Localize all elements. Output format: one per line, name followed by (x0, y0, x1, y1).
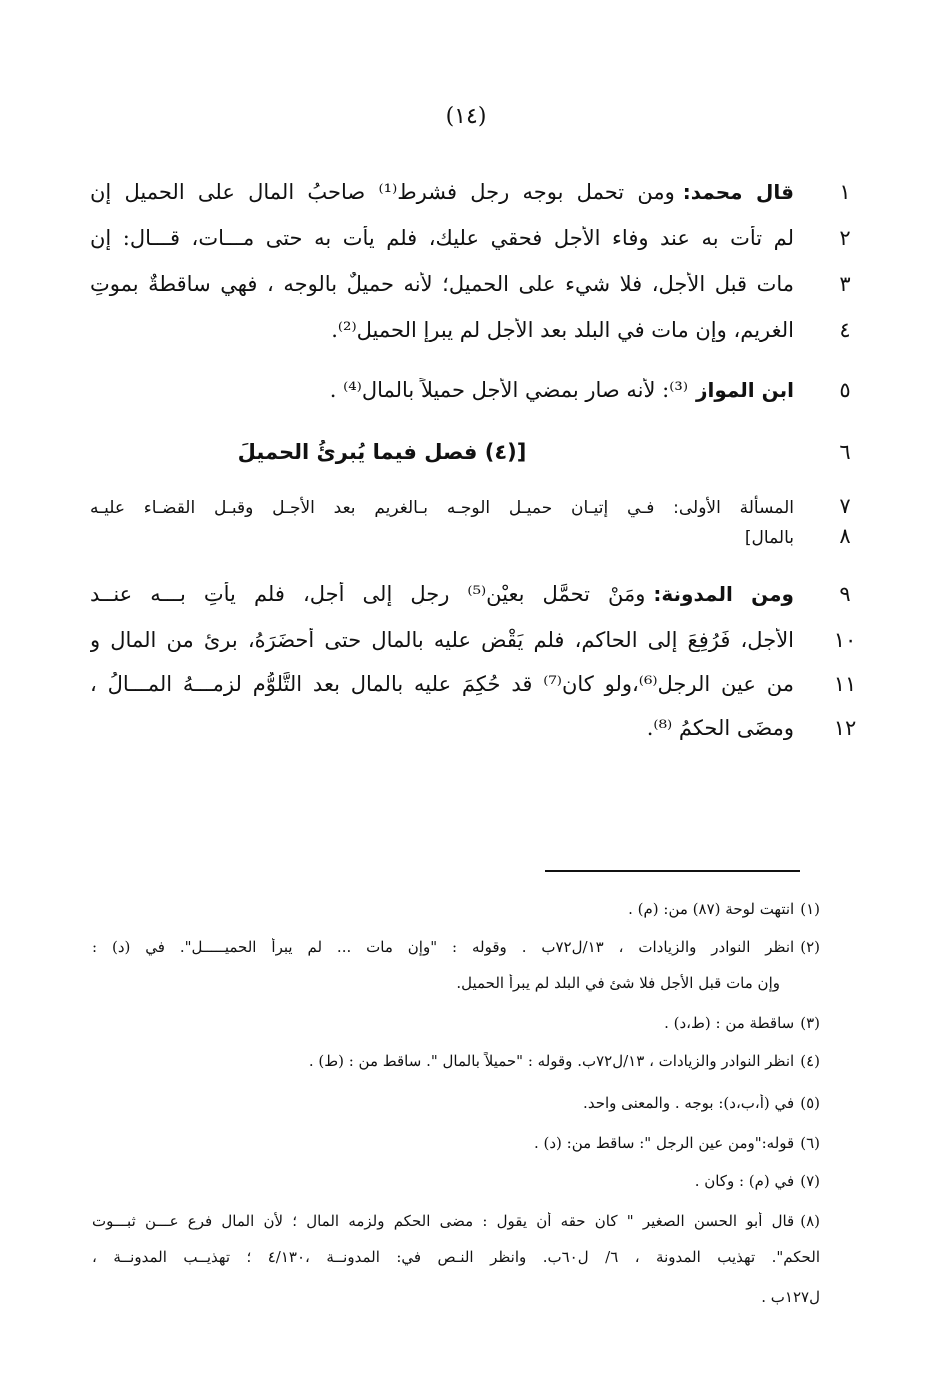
line-content: الغريمِ، وإن مات في البلد بعد الأجل لم يبرإ الحميل⁽²⁾. (331, 318, 794, 342)
text-line-2 (0, 226, 932, 266)
footnote-8: (٨)قال أبو الحسن الصغير " كان حقه أن يقول : مضى الحكم ولزمه المال ؛ لأن المال فرع عـــن ثبـــوت (92, 1212, 820, 1230)
line-content: الأجلِ، فَرُفِعَ إلى الحاكمِ، فلم يَقْضِ عليه بالمالِ حتى أحضَرَهُ، برئ من المال و (90, 628, 794, 652)
text-line-6 (0, 440, 932, 480)
issue-heading-end: بالمال] (744, 528, 794, 548)
line-content: ⁽³⁾: لأنه صار بمضي الأجل حميلاً بالمال⁽⁴⁾ . (329, 378, 688, 402)
line-content: ومضَى الحكمُ ⁽⁸⁾. (646, 716, 794, 740)
line-number: ٩ (839, 582, 851, 606)
text-line-12 (0, 716, 932, 756)
footnote-6: (٦)قوله:"ومن عين الرجل ": ساقط من: (د) . (533, 1134, 820, 1152)
line-number: ٤ (839, 318, 851, 342)
section-heading: [(٤) فصل فيما يُبرئُ الحميلَ (237, 440, 527, 464)
page-number: (١٤) (445, 104, 487, 129)
footnote-8-continued: الحكم". تهذيب المدونة ، ٦/ ل٦٠ب. وانظر النـص في: المدونــة ،٤/١٣٠ ؛ تهذيــب المدونــة ، (92, 1248, 820, 1266)
line-text (90, 582, 794, 606)
speaker-label: قال محمد: (682, 180, 794, 204)
line-number: ١ (839, 180, 851, 204)
text-line-3 (0, 272, 932, 312)
text-line-10 (0, 628, 932, 668)
line-number: ٨ (839, 524, 851, 548)
line-number: ٥ (839, 378, 851, 402)
footnote-1: (١)انتهت لوحة (٨٧) من: (م) . (628, 900, 820, 918)
text-line-11 (0, 672, 932, 712)
footnote-8-end: ل١٢٧ب . (761, 1288, 820, 1306)
line-content: من عين الرجل⁽⁶⁾،ولو كان⁽⁷⁾ قد حُكِمَ عليه بالمالِ بعد التَّلوُّمِ لزمـــهُ المـــالُ ، (90, 672, 794, 696)
line-number: ٧ (839, 494, 851, 518)
source-label: ومن المدونة: (653, 582, 794, 606)
text-line-9 (0, 582, 932, 622)
line-number: ٣ (839, 272, 851, 296)
line-number: ١٠ (833, 628, 857, 652)
text-line-4 (0, 318, 932, 358)
text-line-8 (0, 524, 932, 564)
footnote-2: (٢)انظر النوادر والزيادات ، ١٣/ل٧٢ب . وقوله : "وإن مات ... لم يبرأ الحميـــــل". في (د) : (92, 938, 820, 956)
footnote-7: (٧)في (م) : وكان . (694, 1172, 820, 1190)
footnote-2-continued: وإن مات قبل الأجل فلا شئ في البلد لم يبرأ الحميل. (456, 974, 780, 992)
footnote-separator (545, 870, 800, 872)
footnote-5: (٥)في (أ،ب،د): بوجه . والمعنى واحد. (583, 1094, 820, 1112)
text-line-1 (0, 180, 932, 220)
line-text (90, 378, 794, 402)
line-number: ١٢ (833, 716, 857, 740)
line-number: ٢ (839, 226, 851, 250)
text-line-5 (0, 378, 932, 418)
line-content: مات قبل الأجل، فلا شيء على الحميل؛ لأنه حميلٌ بالوجه ، فهي ساقطةٌ بموتِ (90, 272, 794, 296)
line-number: ١١ (833, 672, 857, 696)
speaker-label: ابن المواز (695, 378, 794, 402)
issue-heading: المسألة الأولى: فـي إتيـان حميـل الوجـه بـالغريم بعد الأجـل وقبـل القضـاء عليـه (90, 498, 794, 518)
line-content: ومَنْ تحمَّل بعيْنٍ⁽⁵⁾ رجلٍ إلى أجلٍ، فلم يأتِ بـــه عنــد (90, 582, 646, 606)
footnote-4: (٤)انظر النوادر والزيادات ، ١٣/ل٧٢ب. وقوله : "حميلاً بالمال ". ساقط من : (ط) . (308, 1052, 820, 1070)
footnote-3: (٣)ساقطة من : (ط،د) . (664, 1014, 820, 1032)
line-content: لم تأت به عند وفاء الأجل فحقي عليك، فلم يأت به حتى مـــات، قـــال: إن (90, 226, 794, 250)
line-text (90, 180, 794, 204)
line-number: ٦ (839, 440, 851, 464)
line-content: ومن تحمل بوجه رجل فشرط⁽¹⁾ صاحبُ المالِ على الحميل إن (90, 180, 675, 204)
